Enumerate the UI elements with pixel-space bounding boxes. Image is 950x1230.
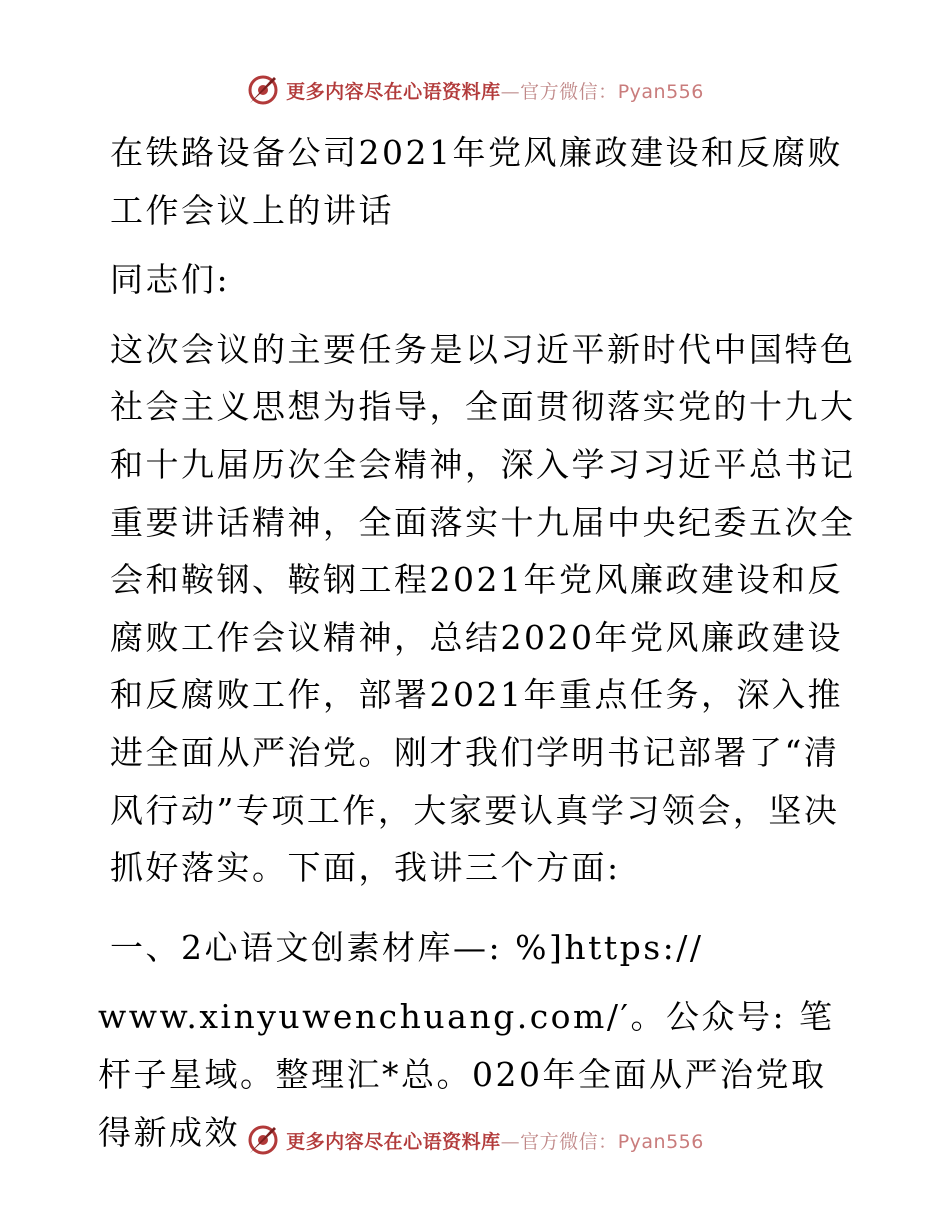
salutation: 同志们: <box>110 260 231 300</box>
document-body <box>98 124 858 1161</box>
pen-circle-logo-icon <box>246 1123 280 1157</box>
header-banner-text <box>286 77 704 104</box>
header-banner-wechat-id: Pyan556 <box>617 80 704 103</box>
footer-watermark-banner <box>0 1120 950 1160</box>
header-watermark-banner <box>0 70 950 110</box>
header-banner-dash: — <box>500 80 521 103</box>
header-banner-main: 更多内容尽在心语资料库 <box>286 80 501 103</box>
footer-banner-dash: — <box>500 1130 521 1153</box>
header-banner-official: 官方微信： <box>520 80 618 103</box>
footer-banner-text <box>286 1127 704 1154</box>
footer-banner-wechat-id: Pyan556 <box>617 1130 704 1153</box>
pen-circle-logo-icon <box>246 73 280 107</box>
section-body: www.xinyuwenchuang.com/′。公众号: 笔杆子星域。整理汇*总。020年全面从严治党取得新成效 <box>98 997 835 1152</box>
footer-banner-main: 更多内容尽在心语资料库 <box>286 1130 501 1153</box>
section-heading-line: 一、2心语文创素材库—: %]https:// <box>110 927 704 967</box>
footer-banner-official: 官方微信： <box>520 1130 618 1153</box>
document-title: 在铁路设备公司2021年党风廉政建设和反腐败工作会议上的讲话 <box>110 133 843 230</box>
paragraph-intro: 这次会议的主要任务是以习近平新时代中国特色社会主义思想为指导，全面贯彻落实党的十九大和十九届历次全会精神，深入学习习近平总书记重要讲话精神，全面落实十九届中央纪委五次全会和鞍钢、鞍钢工程2021年党风廉政建设和反腐败工作会议精神，总结2020年党风廉政建设和反腐败工作，部署2021年重点任务，深入推进全面从严治党。刚才我们学明书记部署了“清风行动”专项工作，大家要认真学习领会，坚决抓好落实。下面，我讲三个方面: <box>110 329 856 888</box>
